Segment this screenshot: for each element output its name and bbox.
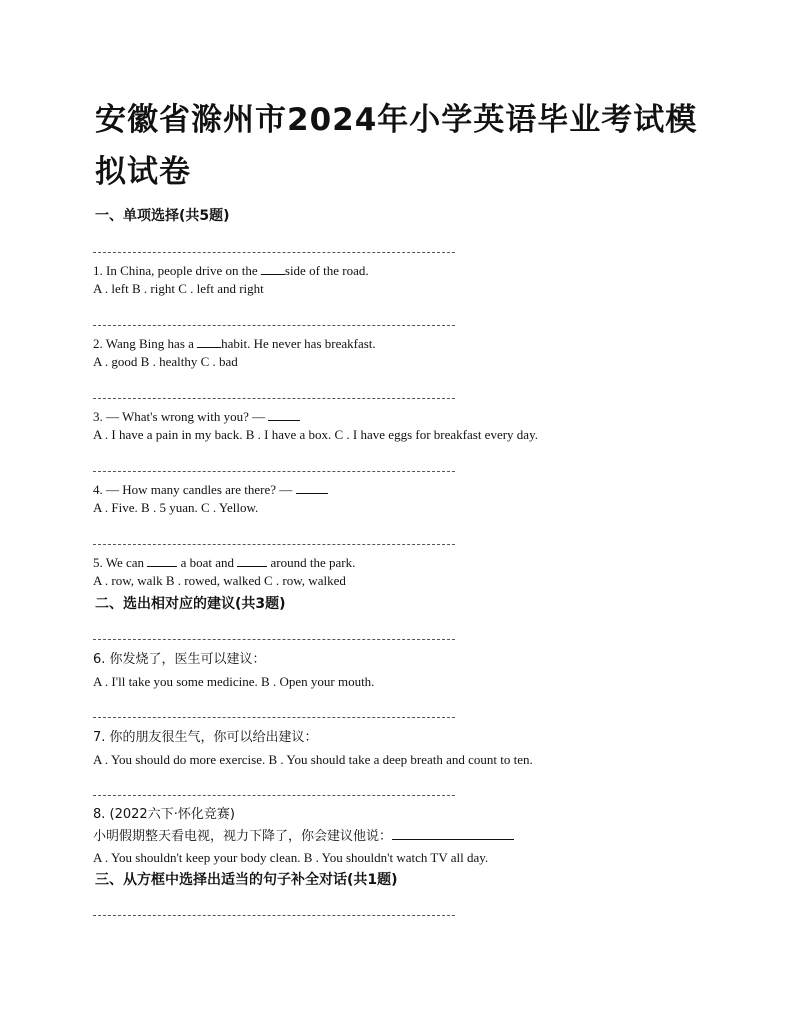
- section-heading-2: 二、选出相对应的建议(共3题): [95, 596, 286, 612]
- question-stem: 2. Wang Bing has a: [93, 336, 198, 351]
- question-stem-end: around the park.: [267, 555, 356, 570]
- question-options: A . Five. B . 5 yuan. C . Yellow.: [93, 500, 259, 515]
- separator: [93, 915, 455, 916]
- question-2: [93, 335, 376, 371]
- question-options: A . row, walk B . rowed, walked C . row, walked: [93, 573, 346, 588]
- question-options: A . left B . right C . left and right: [93, 281, 264, 296]
- separator: [93, 639, 455, 640]
- question-stem-line: [93, 827, 514, 846]
- answer-blank: [237, 554, 267, 567]
- answer-blank: [296, 481, 328, 494]
- question-stem-end: side of the road.: [284, 263, 369, 278]
- separator: [93, 325, 455, 326]
- separator: [93, 717, 455, 718]
- question-stem: 5. We can: [93, 555, 148, 570]
- separator: [93, 544, 455, 545]
- question-1: [93, 262, 369, 298]
- separator: [93, 252, 455, 253]
- separator: [93, 795, 455, 796]
- question-source: 8. (2022六下·怀化竞赛): [93, 807, 235, 822]
- question-stem: 3. — What's wrong with you? —: [93, 409, 269, 424]
- question-5: [93, 554, 355, 590]
- question-options: A . You shouldn't keep your body clean. B . You shouldn't watch TV all day.: [93, 850, 489, 865]
- answer-blank: [268, 408, 300, 421]
- question-stem: 7. 你的朋友很生气，你可以给出建议：: [93, 730, 318, 745]
- question-6: [93, 650, 374, 691]
- question-options: A . good B . healthy C . bad: [93, 354, 238, 369]
- question-options: A . I'll take you some medicine. B . Open your mouth.: [93, 674, 375, 689]
- page-title: 安徽省滁州市2024年小学英语毕业考试模拟试卷: [95, 102, 698, 190]
- question-stem: 小明假期整天看电视，视力下降了，你会建议他说：: [93, 829, 393, 844]
- question-stem: 1. In China, people drive on the: [93, 263, 261, 278]
- question-3: [93, 408, 538, 444]
- question-stem: 4. — How many candles are there? —: [93, 482, 296, 497]
- question-7: [93, 728, 533, 769]
- question-stem-end: habit. He never has breakfast.: [221, 336, 376, 351]
- question-stem: 6. 你发烧了，医生可以建议：: [93, 652, 266, 667]
- section-heading-1: 一、单项选择(共5题): [95, 208, 230, 224]
- separator: [93, 398, 455, 399]
- separator: [93, 471, 455, 472]
- answer-blank: [392, 827, 514, 840]
- question-4: [93, 481, 328, 517]
- section-heading-3: 三、从方框中选择出适当的句子补全对话(共1题): [95, 872, 398, 888]
- answer-blank: [261, 262, 285, 275]
- answer-blank: [147, 554, 177, 567]
- answer-blank: [197, 335, 221, 348]
- question-8: [93, 805, 514, 867]
- question-options: A . I have a pain in my back. B . I have a box. C . I have eggs for breakfast every day.: [93, 427, 538, 442]
- question-options: A . You should do more exercise. B . You should take a deep breath and count to ten.: [93, 752, 533, 767]
- question-stem-mid: a boat and: [177, 555, 238, 570]
